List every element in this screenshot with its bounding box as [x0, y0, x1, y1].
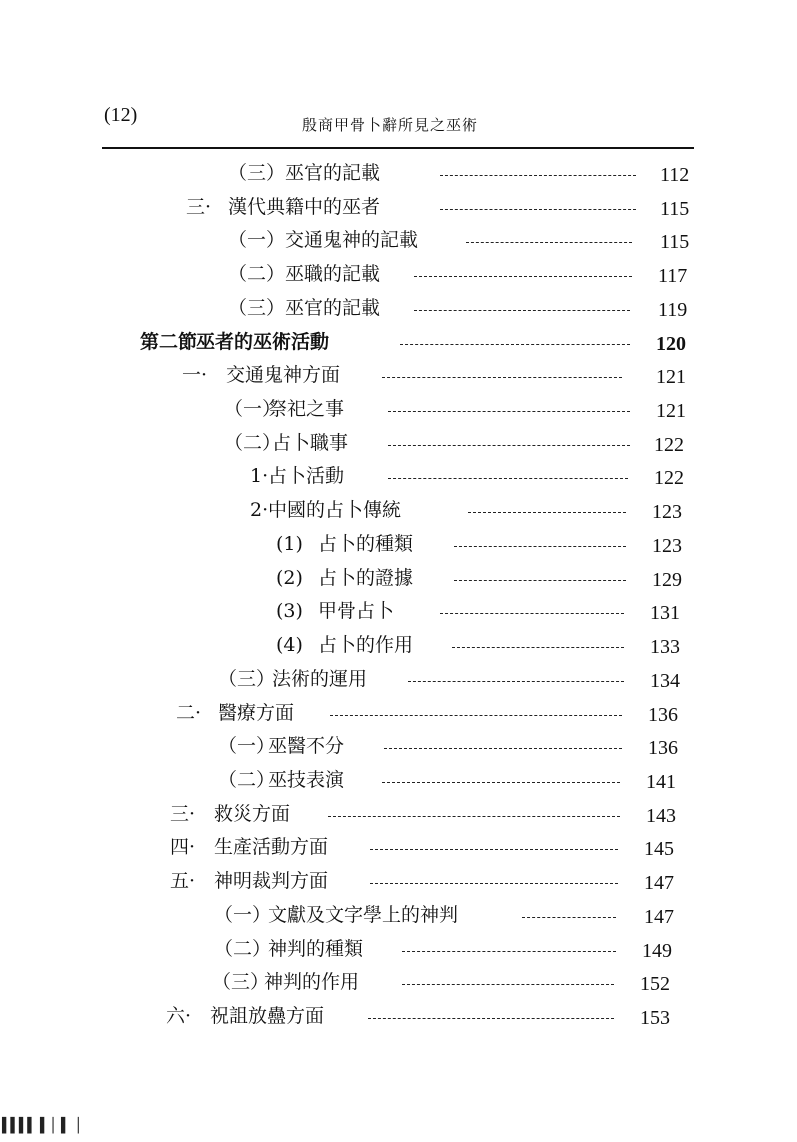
toc-entry-page-number: 136: [648, 703, 678, 726]
toc-entry-title: 占卜的作用: [318, 634, 414, 657]
toc-entry-page-number: 133: [650, 636, 680, 659]
toc-leader-dashes: [400, 344, 630, 345]
toc-entry-marker: （一）: [214, 903, 272, 926]
toc-entry-page-number: 122: [654, 433, 684, 456]
toc-entry-title: 神判的作用: [264, 971, 360, 994]
toc-entry-page-number: 121: [656, 366, 686, 389]
toc-leader-dashes: [414, 310, 630, 311]
toc-leader-dashes: [468, 512, 626, 513]
toc-leader-dashes: [440, 175, 636, 176]
toc-leader-dashes: [370, 883, 618, 884]
toc-leader-dashes: [368, 1018, 614, 1019]
toc-entry-title: 祝詛放蠱方面: [210, 1005, 325, 1027]
toc-entry: [0, 832, 797, 862]
toc-entry-marker: 2·: [250, 499, 269, 522]
toc-leader-dashes: [440, 209, 636, 210]
toc-entry-marker: （三）: [212, 971, 270, 994]
toc-leader-dashes: [402, 984, 614, 985]
toc-leader-dashes: [402, 951, 616, 952]
toc-entry-marker: （二）: [224, 431, 282, 454]
toc-leader-dashes: [384, 748, 622, 749]
toc-entry: [0, 1001, 797, 1031]
toc-leader-dashes: [522, 917, 616, 918]
toc-entry-page-number: 115: [660, 197, 690, 220]
toc-entry-marker: (4): [276, 634, 303, 657]
toc-entry-marker: 1·: [250, 465, 269, 488]
toc-entry: [0, 765, 797, 795]
toc-leader-dashes: [370, 849, 618, 850]
toc-entry-title: 巫官的記載: [285, 162, 381, 184]
toc-entry: [0, 327, 797, 357]
toc-entry-marker: （一）: [228, 229, 286, 252]
toc-entry-page-number: 136: [648, 737, 678, 760]
toc-entry: [0, 563, 797, 593]
toc-entry-title: 占卜的種類: [318, 532, 414, 555]
toc-leader-dashes: [454, 546, 626, 547]
toc-entry-title: 醫療方面: [218, 701, 295, 724]
toc-entry: [0, 596, 797, 626]
toc-leader-dashes: [388, 411, 630, 412]
toc-entry-marker: （一）: [218, 735, 276, 758]
toc-entry-title: 交通鬼神方面: [226, 364, 341, 387]
toc-entry: [0, 259, 797, 289]
toc-entry: [0, 225, 797, 255]
toc-entry-title: 占卜職事: [272, 431, 349, 454]
toc-leader-dashes: [382, 782, 620, 783]
toc-entry-marker: （一）: [224, 398, 282, 421]
toc-entry: [0, 495, 797, 525]
toc-entry-title: 文獻及文字學上的神判: [268, 903, 459, 926]
toc-entry-title: 救災方面: [214, 802, 291, 825]
toc-leader-dashes: [414, 276, 632, 277]
toc-entry-title: 中國的占卜傳統: [268, 499, 402, 522]
toc-entry-marker: 六·: [166, 1005, 192, 1027]
toc-entry-page-number: 141: [646, 770, 676, 793]
toc-leader-dashes: [388, 445, 630, 446]
toc-entry: [0, 529, 797, 559]
toc-entry-title: 神明裁判方面: [214, 870, 329, 893]
toc-entry-page-number: 123: [652, 501, 682, 524]
toc-entry-marker: 四·: [170, 836, 196, 859]
toc-entry: [0, 360, 797, 390]
toc-leader-dashes: [408, 681, 624, 682]
toc-entry-page-number: 117: [658, 265, 688, 288]
toc-entry-page-number: 153: [640, 1007, 670, 1029]
toc-leader-dashes: [328, 816, 620, 817]
toc-entry-marker: (1): [276, 532, 303, 555]
running-title: 殷商甲骨卜辭所見之巫術: [302, 116, 479, 134]
toc-leader-dashes: [452, 647, 624, 648]
toc-entry-title: 占卜活動: [268, 465, 345, 488]
toc-leader-dashes: [454, 580, 626, 581]
toc-leader-dashes: [388, 478, 628, 479]
toc-entry-title: 甲骨占卜: [318, 600, 395, 623]
toc-entry-marker: 五·: [170, 870, 196, 893]
toc-entry-marker: (3): [276, 600, 303, 623]
toc-entry-page-number: 152: [640, 973, 670, 996]
toc-entry: [0, 394, 797, 424]
toc-leader-dashes: [330, 715, 622, 716]
toc-entry-title: 占卜的證據: [318, 566, 414, 589]
toc-entry-page-number: 119: [658, 298, 688, 321]
toc-entry-page-number: 121: [656, 400, 686, 423]
toc-entry: [0, 799, 797, 829]
toc-entry-page-number: 131: [650, 602, 680, 625]
toc-entry-page-number: 149: [642, 939, 672, 962]
toc-entry: [0, 934, 797, 964]
toc-entry-title: 巫醫不分: [268, 735, 345, 758]
toc-entry: [0, 866, 797, 896]
toc-entry: [0, 900, 797, 930]
toc-leader-dashes: [440, 613, 624, 614]
toc-entry-page-number: 145: [644, 838, 674, 861]
toc-entry-page-number: 147: [644, 872, 674, 895]
toc-entry: [0, 192, 797, 222]
toc-entry-marker: （二）: [214, 937, 272, 960]
toc-entry-marker: （三）: [218, 667, 276, 690]
page-number: (12): [104, 104, 138, 126]
toc-entry-title: 祭祀之事: [268, 398, 345, 421]
toc-entry-page-number: 143: [646, 804, 676, 827]
toc-entry: [0, 698, 797, 728]
toc-entry-marker: (2): [276, 566, 303, 589]
toc-entry: [0, 293, 797, 323]
toc-entry-title: 巫職的記載: [285, 263, 381, 286]
toc-entry-page-number: 123: [652, 534, 682, 557]
toc-entry-marker: （三）: [228, 296, 286, 319]
toc-entry-page-number: 120: [656, 332, 686, 355]
toc-entry-title: 生產活動方面: [214, 836, 329, 859]
toc-entry: [0, 461, 797, 491]
toc-entry-page-number: 147: [644, 905, 674, 928]
toc-entry-marker: 二·: [176, 701, 202, 724]
header-rule: [102, 147, 694, 149]
toc-entry-page-number: 134: [650, 669, 680, 692]
toc-entry-page-number: 112: [660, 164, 690, 186]
toc-entry-title: 巫者的巫術活動: [196, 330, 330, 353]
toc-entry-title: 巫技表演: [268, 768, 345, 791]
toc-entry-page-number: 115: [660, 231, 690, 254]
toc-entry-title: 法術的運用: [272, 667, 368, 690]
toc-entry: [0, 158, 797, 188]
toc-entry-marker: 三·: [186, 195, 212, 218]
toc-entry-marker: （二）: [228, 263, 286, 286]
toc-entry-marker: （二）: [218, 768, 276, 791]
toc-entry-title: 神判的種類: [268, 937, 364, 960]
scan-barcode-mark: ▌▌▌▌▐ ▏▌ ▏: [2, 1118, 87, 1134]
toc-entry-title: 交通鬼神的記載: [285, 229, 419, 252]
toc-entry: [0, 731, 797, 761]
toc-entry-marker: 第二節: [140, 330, 198, 353]
toc-entry-marker: 一·: [182, 364, 208, 387]
toc-entry-marker: 三·: [170, 802, 196, 825]
toc-entry-page-number: 122: [654, 467, 684, 490]
toc-entry: [0, 428, 797, 458]
toc-entry-title: 巫官的記載: [285, 296, 381, 319]
toc-leader-dashes: [466, 242, 632, 243]
toc-entry: [0, 630, 797, 660]
toc-leader-dashes: [382, 377, 622, 378]
toc-entry: [0, 664, 797, 694]
toc-entry: [0, 967, 797, 997]
toc-entry-page-number: 129: [652, 568, 682, 591]
toc-entry-title: 漢代典籍中的巫者: [228, 195, 381, 218]
toc-entry-marker: （三）: [228, 162, 286, 184]
